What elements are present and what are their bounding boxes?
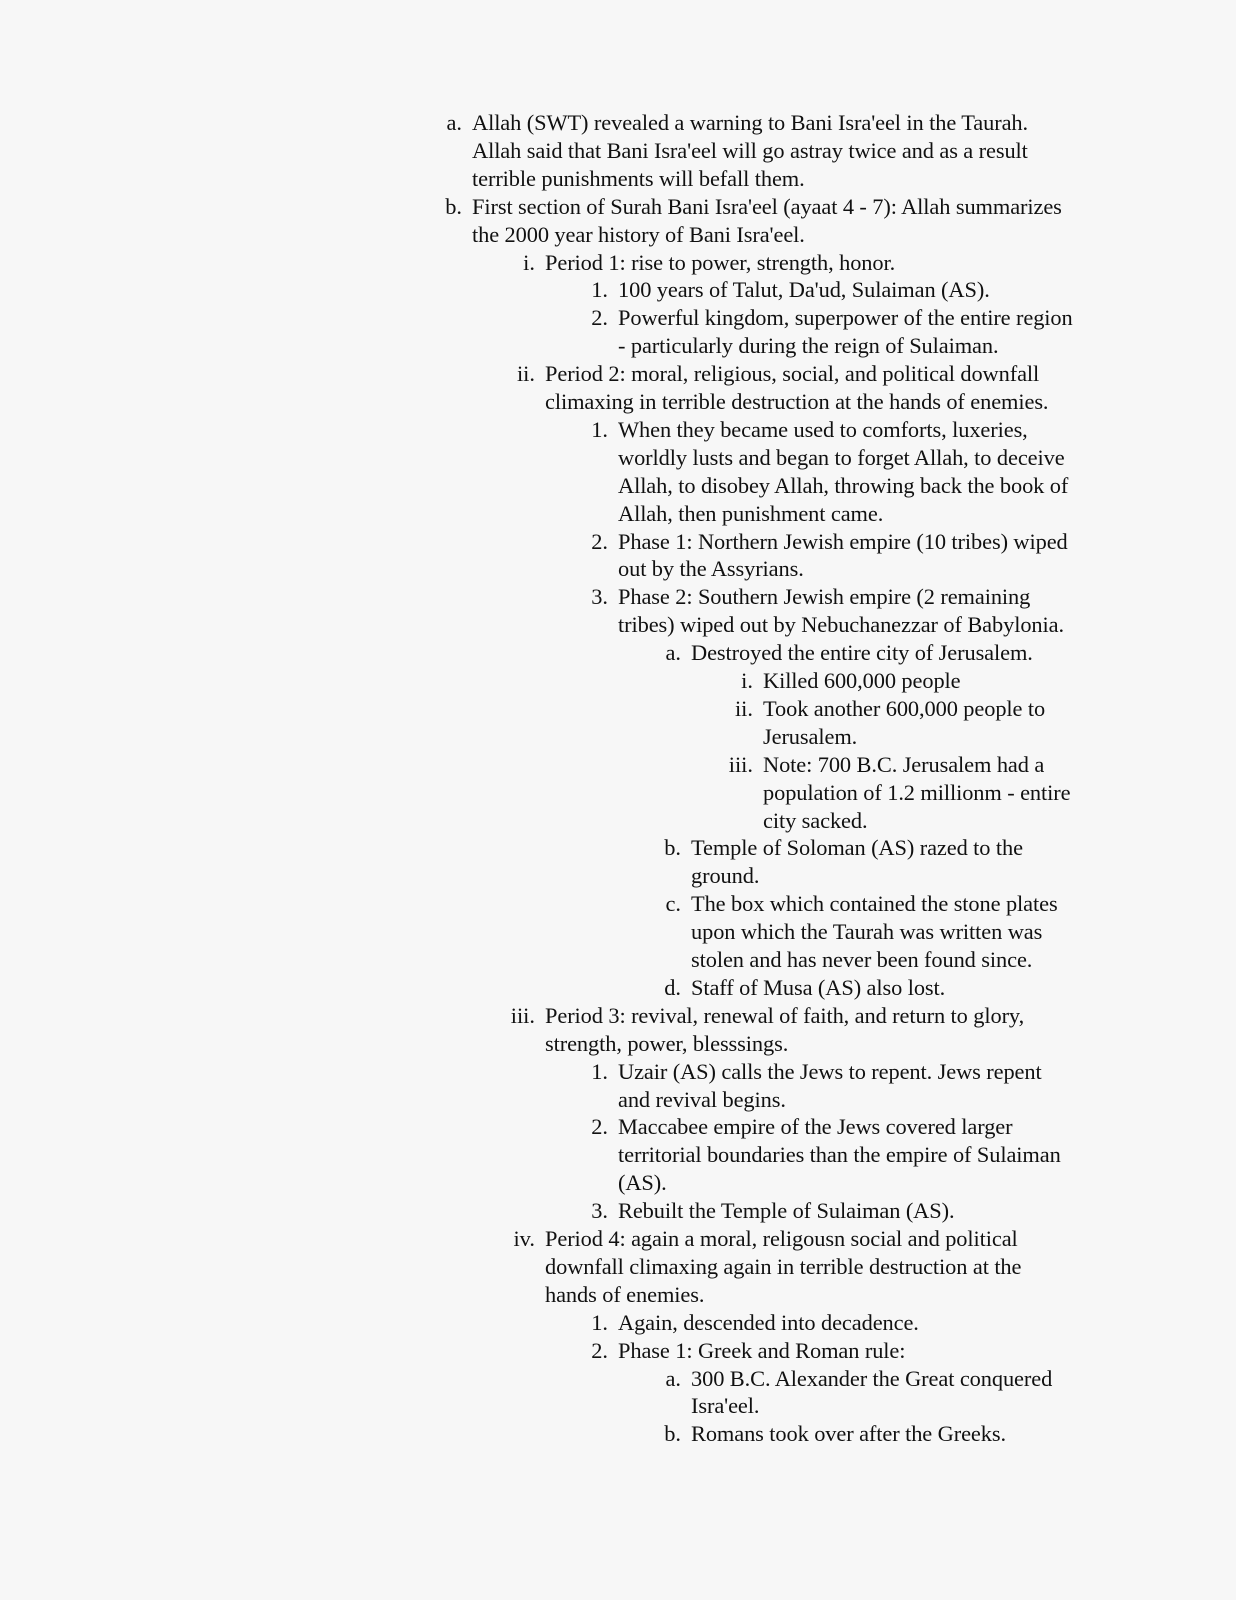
outline-line: Uzair (AS) calls the Jews to repent. Jews repent: [618, 1058, 1042, 1084]
outline-marker: iii.: [728, 751, 753, 777]
outline-line: Staff of Musa (AS) also lost.: [691, 974, 946, 1000]
outline-marker: 2.: [591, 1114, 608, 1140]
outline-marker: b.: [664, 835, 681, 861]
outline-line: downfall climaxing again in terrible destruction at the: [545, 1253, 1022, 1279]
outline-line: Phase 1: Northern Jewish empire (10 tribes) wiped: [618, 528, 1068, 554]
outline-line: terrible punishments will befall them.: [472, 165, 805, 191]
outline-line: population of 1.2 millionm - entire: [763, 779, 1071, 805]
outline-marker: b.: [445, 193, 462, 219]
outline-line: Rebuilt the Temple of Sulaiman (AS).: [618, 1198, 955, 1224]
outline-marker: 2.: [591, 305, 608, 331]
outline-line: When they became used to comforts, luxeries,: [618, 416, 1028, 442]
outline-line: out by the Assyrians.: [618, 556, 804, 582]
outline-line: Destroyed the entire city of Jerusalem.: [691, 640, 1033, 666]
outline-marker: 3.: [591, 584, 608, 610]
outline-line: Allah said that Bani Isra'eel will go astray twice and as a result: [472, 137, 1028, 163]
outline-marker: ii.: [734, 695, 753, 721]
outline-marker: 3.: [591, 1198, 608, 1224]
outline-marker: b.: [664, 1421, 681, 1447]
outline-line: and revival begins.: [618, 1086, 786, 1112]
outline-line: Note: 700 B.C. Jerusalem had a: [763, 751, 1045, 777]
outline-line: upon which the Taurah was written was: [691, 919, 1043, 945]
outline-marker: i.: [741, 668, 753, 693]
outline-line: Allah, then punishment came.: [618, 500, 884, 526]
outline-line: The box which contained the stone plates: [691, 891, 1058, 917]
outline-line: stolen and has never been found since.: [691, 947, 1033, 972]
outline-line: Isra'eel.: [691, 1393, 760, 1419]
outline-line: Phase 2: Southern Jewish empire (2 remaining: [618, 584, 1031, 610]
outline-line: Again, descended into decadence.: [618, 1309, 919, 1335]
outline-line: tribes) wiped out by Nebuchanezzar of Babylonia.: [618, 612, 1064, 638]
outline-line: climaxing in terrible destruction at the hands of enemies.: [545, 389, 1049, 414]
outline-line: Allah (SWT) revealed a warning to Bani Isra'eel in the Taurah.: [472, 110, 1029, 135]
outline-marker: 2.: [591, 528, 608, 554]
outline-line: Period 4: again a moral, religousn social and political: [545, 1226, 1018, 1251]
outline-line: Killed 600,000 people: [763, 668, 961, 693]
outline-line: ground.: [691, 863, 760, 889]
outline-line: territorial boundaries than the empire of Sulaiman: [618, 1142, 1061, 1168]
outline-line: the 2000 year history of Bani Isra'eel.: [472, 221, 805, 247]
outline-line: Maccabee empire of the Jews covered larger: [618, 1114, 1013, 1140]
outline-line: Period 2: moral, religious, social, and political downfall: [545, 361, 1040, 387]
outline-marker: 1.: [591, 1309, 608, 1335]
outline-line: city sacked.: [763, 807, 868, 833]
outline-marker: iii.: [510, 1002, 535, 1028]
outline-line: Powerful kingdom, superpower of the entire region: [618, 305, 1073, 331]
outline-line: Temple of Soloman (AS) razed to the: [691, 835, 1023, 861]
outline-line: 100 years of Talut, Da'ud, Sulaiman (AS).: [618, 277, 990, 303]
outline-marker: a.: [446, 110, 462, 135]
outline-line: Allah, to disobey Allah, throwing back the book of: [618, 472, 1069, 498]
outline-marker: a.: [665, 640, 681, 666]
outline-line: 300 B.C. Alexander the Great conquered: [691, 1365, 1053, 1391]
outline-marker: 2.: [591, 1337, 608, 1363]
outline-marker: ii.: [516, 361, 535, 387]
outline-marker: 1.: [591, 1058, 608, 1084]
outline-line: - particularly during the reign of Sulaiman.: [618, 333, 999, 359]
outline-marker: d.: [664, 974, 681, 1000]
outline-marker: i.: [523, 249, 535, 275]
outline-line: First section of Surah Bani Isra'eel (ayaat 4 - 7): Allah summarizes: [472, 193, 1062, 219]
outline-marker: a.: [665, 1365, 681, 1391]
outline-line: strength, power, blesssings.: [545, 1030, 789, 1056]
outline-line: Period 3: revival, renewal of faith, and return to glory,: [545, 1002, 1025, 1028]
outline-line: Phase 1: Greek and Roman rule:: [618, 1337, 906, 1363]
outline-line: Jerusalem.: [763, 723, 858, 749]
outline-marker: iv.: [513, 1226, 535, 1251]
outline-line: hands of enemies.: [545, 1281, 705, 1307]
outline-line: Romans took over after the Greeks.: [691, 1421, 1006, 1447]
outline-marker: 1.: [591, 277, 608, 303]
outline-marker: c.: [665, 891, 681, 917]
outline-line: worldly lusts and began to forget Allah, to deceive: [618, 444, 1065, 470]
outline-line: Took another 600,000 people to: [763, 695, 1046, 721]
outline-line: Period 1: rise to power, strength, honor.: [545, 249, 896, 275]
outline-marker: 1.: [591, 416, 608, 442]
outline-line: (AS).: [618, 1170, 667, 1196]
